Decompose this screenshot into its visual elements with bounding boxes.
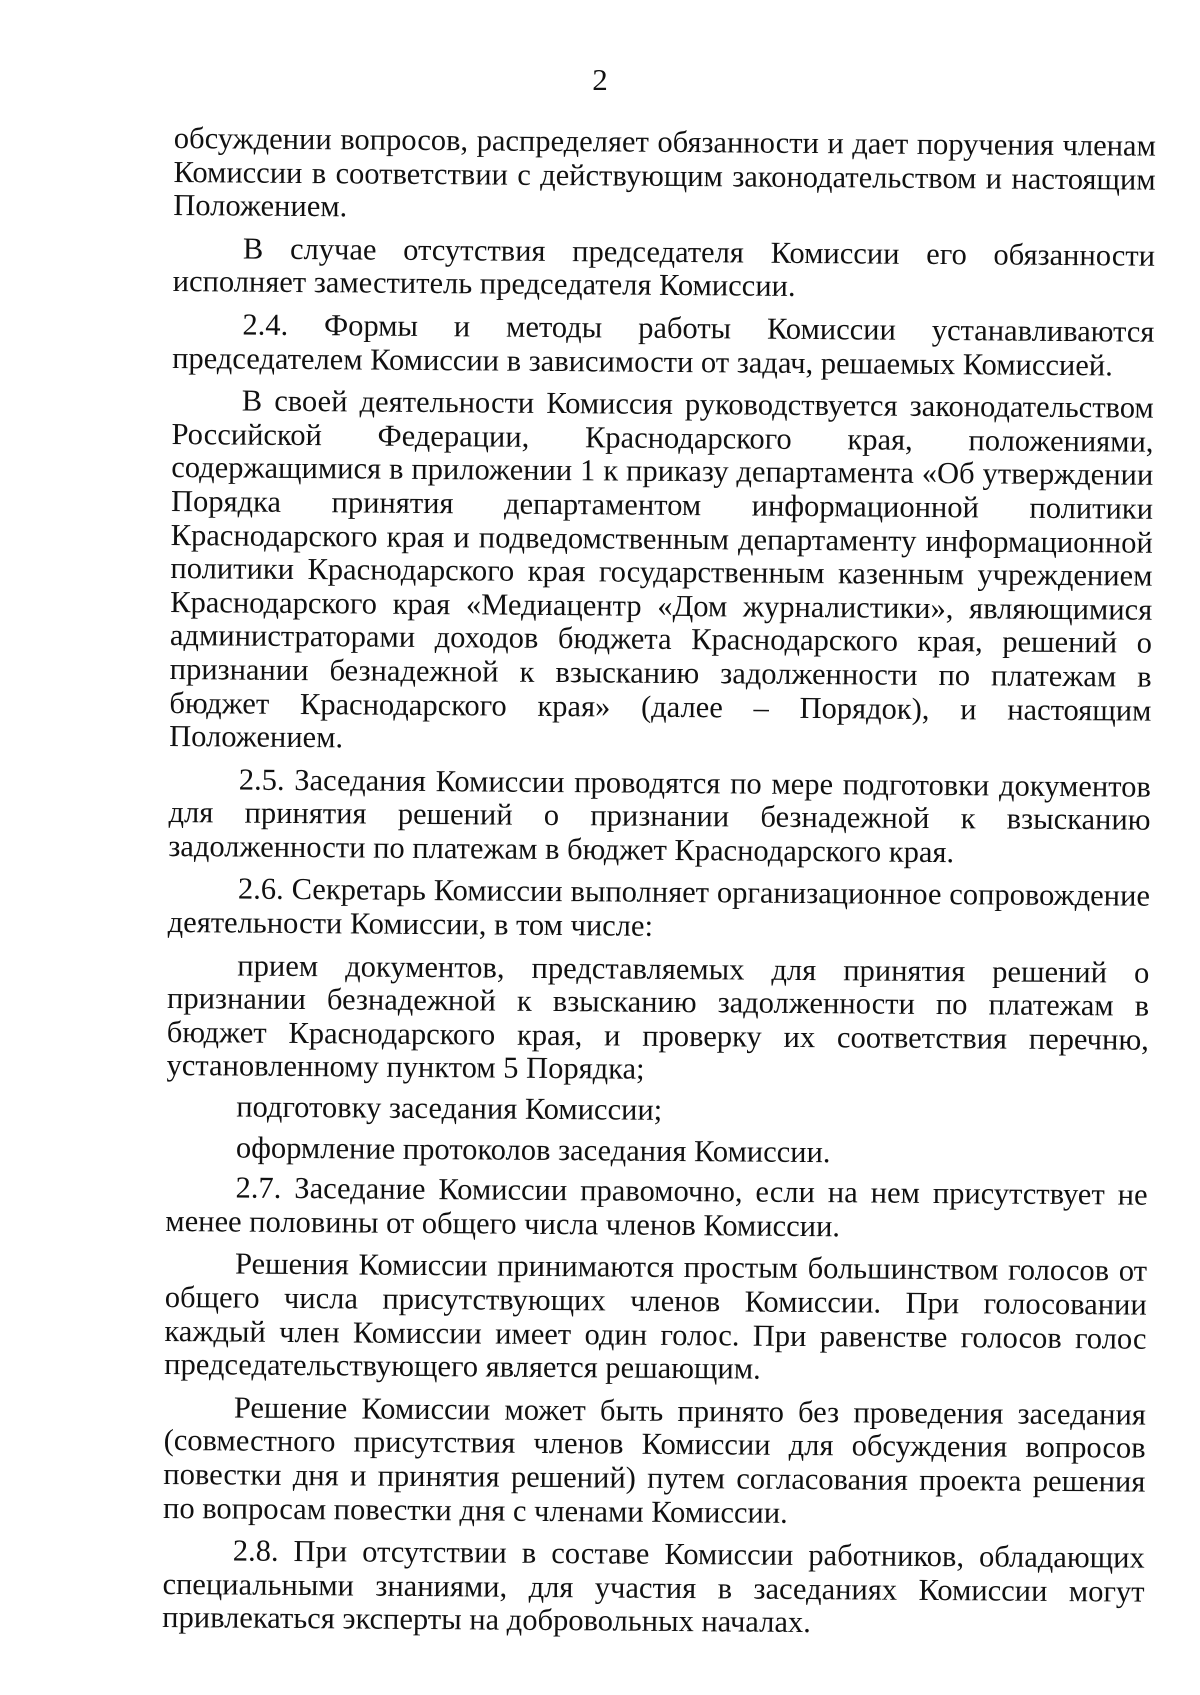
page-number: 2: [592, 62, 608, 97]
paragraph-voting: Решения Комиссии принимаются простым большинством голосов от общего числа присутствующих членов Комиссии. При голосовании каждый член Комиссии имеет один голос. При равенстве голосов голос председательствующего является решающим.: [164, 1246, 1148, 1386]
paragraph-2-4: 2.4. Формы и методы работы Комиссии устанавливаются председателем Комиссии в зависимости от задач, решаемых Комиссией.: [172, 307, 1155, 382]
paragraph-legal-basis: В своей деятельности Комиссия руководствуется законодательством Российской Федерации, Краснодарского края, положениями, содержащимися в приложении 1 к приказу департамента «Об утверждении Порядка принятия департаментом информационной политики Краснодарского края и подведомственным департаменту информационной политики Краснодарского края государственным казенным учреждением Краснодарского края «Медиацентр «Дом журналистики», являющимися администраторами доходов бюджета Краснодарского края, решений о признании безнадежной к взысканию задолженности по платежам в бюджет Краснодарского края» (далее – Порядок), и настоящим Положением.: [169, 383, 1154, 755]
list-item-meeting-preparation: подготовку заседания Комиссии;: [236, 1089, 663, 1127]
list-item-protocols: оформление протоколов заседания Комиссии.: [235, 1130, 831, 1169]
paragraph-2-8: 2.8. При отсутствии в составе Комиссии работников, обладающих специальными знаниями, для участия в заседаниях Комиссии могут привлекаться эксперты на добровольных началах.: [162, 1533, 1145, 1640]
paragraph-2-5: 2.5. Заседания Комиссии проводятся по мере подготовки документов для принятия решений о признании безнадежной к взысканию задолженности по платежам в бюджет Краснодарского края.: [168, 762, 1151, 870]
list-item-documents: прием документов, представляемых для принятия решений о признании безнадежной к взысканию задолженности по платежам в бюджет Краснодарского края, и проверку их соответствия перечню, установленному пунктом 5 Порядка;: [166, 948, 1150, 1087]
paragraph-deputy-chair: В случае отсутствия председателя Комиссии его обязанности исполняет заместитель председателя Комиссии.: [172, 231, 1156, 304]
paragraph-remote-decision: Решение Комиссии может быть принято без проведения заседания (совместного присутствия членов Комиссии для обсуждения вопросов повестки дня и принятия решений) путем согласования проекта решения по вопросам повестки дня с членами Комиссии.: [162, 1390, 1147, 1530]
document-body: [162, 122, 1156, 1652]
paragraph-2-7: 2.7. Заседание Комиссии правомочно, если на нем присутствует не менее половины от общего числа членов Комиссии.: [165, 1170, 1148, 1244]
paragraph-2-6: 2.6. Секретарь Комиссии выполняет организационное сопровождение деятельности Комиссии, в том числе:: [167, 871, 1151, 943]
paragraph-continuation: обсуждении вопросов, распределяет обязанности и дает поручения членам Комиссии в соответствии с действующим законодательством и настоящим Положением.: [173, 121, 1156, 224]
